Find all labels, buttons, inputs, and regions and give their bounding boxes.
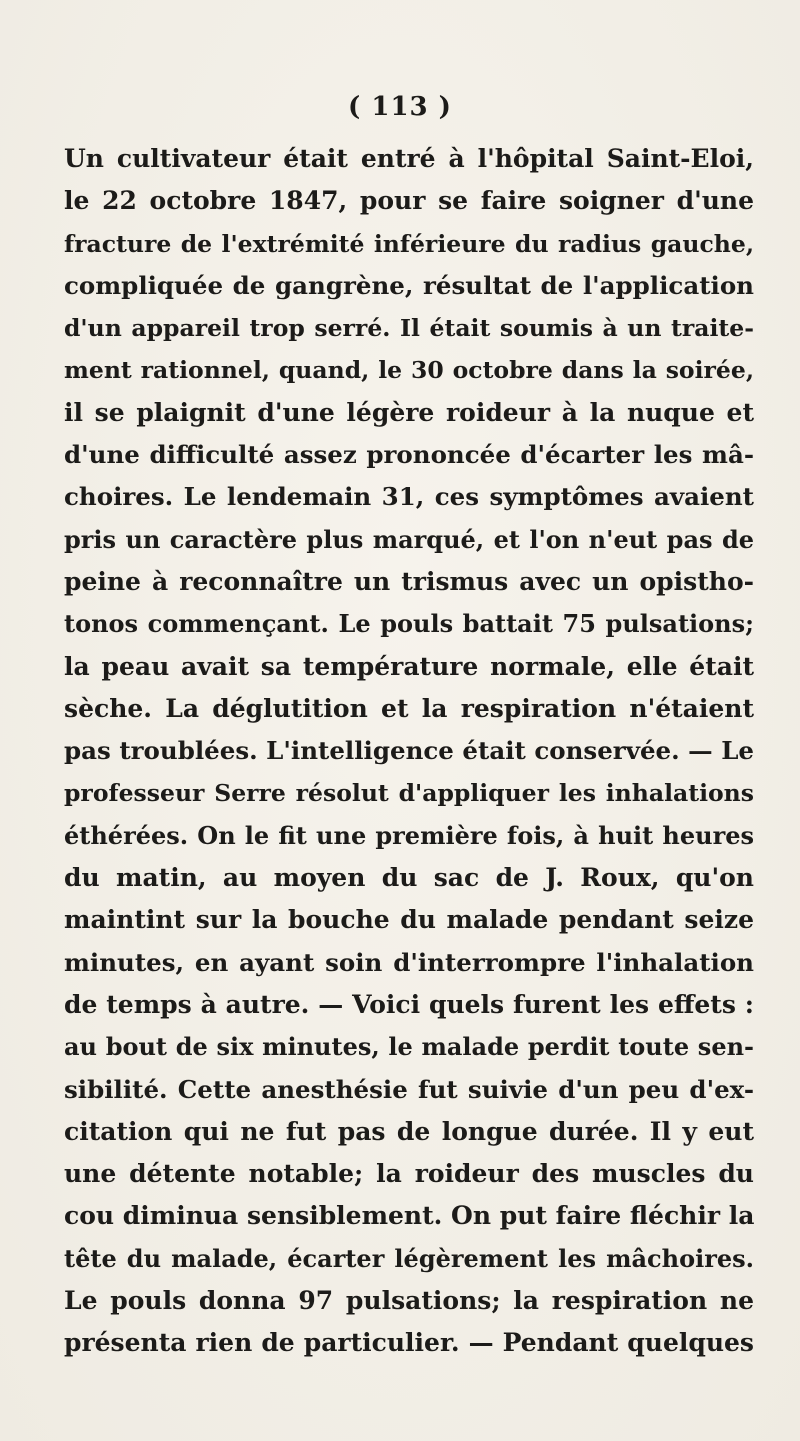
text-line: présenta rien de particulier. — Pendant quelques <box>64 1328 754 1358</box>
text-line: tête du malade, écarter légèrement les mâchoires. <box>64 1243 754 1273</box>
text-line: d'une difficulté assez prononcée d'écarter les mâ- <box>64 440 754 470</box>
text-line: ment rationnel, quand, le 30 octobre dans la soirée, <box>64 356 754 385</box>
text-line: au bout de six minutes, le malade perdit toute sen- <box>64 1032 754 1062</box>
text-line: une détente notable; la roideur des muscles du <box>64 1159 754 1189</box>
text-line: le 22 octobre 1847, pour se faire soigner d'une <box>64 186 754 216</box>
text-line: fracture de l'extrémité inférieure du radius gauche, <box>64 229 754 258</box>
text-line: choires. Le lendemain 31, ces symptômes avaient <box>64 482 754 512</box>
text-line: Le pouls donna 97 pulsations; la respiration ne <box>64 1286 754 1316</box>
text-line: cou diminua sensiblement. On put faire fléchir la <box>64 1201 755 1231</box>
text-line: tonos commençant. Le pouls battait 75 pulsations; <box>64 609 754 639</box>
text-line: la peau avait sa température normale, elle était <box>64 651 754 681</box>
text-line: maintint sur la bouche du malade pendant seize <box>64 905 754 935</box>
text-line: du matin, au moyen du sac de J. Roux, qu'on <box>64 863 754 893</box>
text-line: d'un appareil trop serré. Il était soumis à un traite- <box>64 314 754 343</box>
body-text <box>64 138 754 1365</box>
text-line: professeur Serre résolut d'appliquer les inhalations <box>64 779 754 808</box>
text-line: il se plaignit d'une légère roideur à la nuque et <box>64 397 754 427</box>
text-line: sibilité. Cette anesthésie fut suivie d'un peu d'ex- <box>64 1074 754 1104</box>
page-number: ( 113 ) <box>348 92 452 122</box>
text-line: minutes, en ayant soin d'interrompre l'inhalation <box>64 947 754 977</box>
text-line: Un cultivateur était entré à l'hôpital Saint-Eloi, <box>64 144 754 173</box>
text-line: de temps à autre. — Voici quels furent les effets : <box>64 989 754 1019</box>
text-line: citation qui ne fut pas de longue durée. Il y eut <box>64 1116 754 1146</box>
text-line: pas troublées. L'intelligence était conservée. — Le <box>64 736 755 766</box>
text-line: sèche. La déglutition et la respiration n'étaient <box>64 693 754 723</box>
text-line: peine à reconnaître un trismus avec un opistho- <box>64 566 754 596</box>
text-line: éthérées. On le fit une première fois, à huit heures <box>64 820 754 850</box>
text-line: compliquée de gangrène, résultat de l'application <box>64 270 754 300</box>
text-line: pris un caractère plus marqué, et l'on n'eut pas de <box>64 524 754 554</box>
